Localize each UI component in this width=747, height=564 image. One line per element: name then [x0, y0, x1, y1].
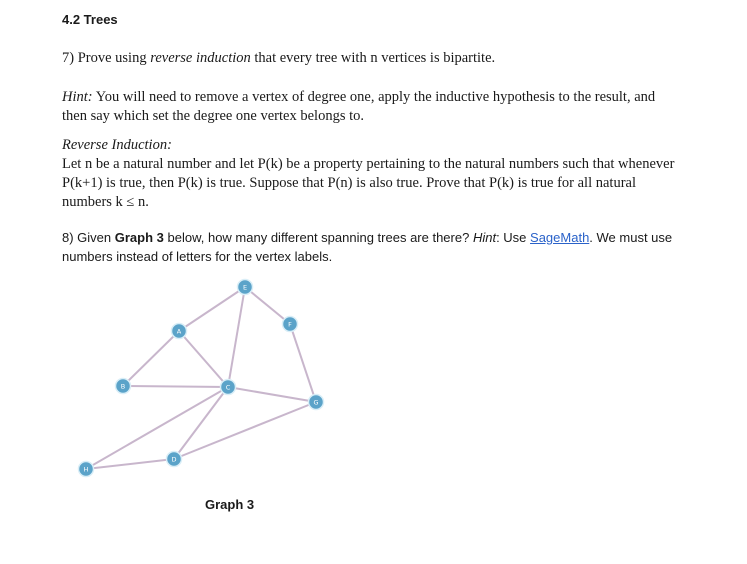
node-label: A: [176, 327, 182, 336]
sagemath-link[interactable]: SageMath: [530, 230, 590, 245]
edge-e-a: [179, 287, 245, 331]
q8-mid: below, how many different spanning trees are there?: [163, 230, 473, 245]
node-h: [79, 462, 94, 477]
graph-nodes: [79, 280, 324, 477]
q8-hint-label: Hint: [472, 230, 497, 245]
edge-f-g: [290, 324, 316, 402]
edge-a-c: [179, 331, 228, 387]
graph-caption: Graph 3: [205, 497, 255, 512]
node-label: C: [225, 383, 231, 392]
hint-7-text: You will need to remove a vertex of degree one, apply the inductive hypothesis to the result, and then say which set the degree one vertex belongs to.: [62, 89, 656, 124]
edge-c-g: [228, 387, 316, 402]
q8-graph-ref: Graph 3: [114, 230, 164, 245]
node-label: G: [313, 398, 319, 407]
reverse-induction-body: Let n be a natural number and let P(k) be a property pertaining to the natural numbers such that whenever P(k+1) is true, then P(k) is true. Suppose that P(n) is also true. Prove that P(k) is true for all natural numbers k ≤ n.: [62, 156, 675, 210]
node-a: [172, 324, 187, 339]
node-label: D: [171, 455, 177, 464]
node-c: [221, 380, 236, 395]
q7-suffix: that every tree with n vertices is bipartite.: [250, 50, 496, 66]
graph-edges: [86, 287, 319, 469]
node-f: [283, 317, 298, 332]
edge-c-h: [86, 387, 228, 469]
q8-suffix: . We must use numbers instead of letters for the vertex labels.: [62, 230, 673, 264]
node-b: [116, 379, 131, 394]
node-label: F: [288, 320, 292, 329]
node-label: B: [120, 382, 126, 391]
node-label: E: [242, 283, 248, 292]
node-e: [238, 280, 253, 295]
node-label: H: [83, 465, 89, 474]
section-title: 4.2 Trees: [62, 12, 118, 27]
q8-hint-mid: : Use: [496, 230, 531, 245]
edge-e-c: [228, 287, 245, 387]
q7-emphasis: reverse induction: [150, 50, 251, 66]
reverse-induction-heading-text: Reverse Induction:: [62, 137, 172, 153]
hint-7-label: Hint:: [62, 89, 93, 105]
node-g: [309, 395, 324, 410]
node-d: [167, 452, 182, 467]
q8-prefix: 8) Given: [62, 230, 115, 245]
edge-e-f: [245, 287, 290, 324]
edge-b-c: [123, 386, 228, 387]
q7-prefix: 7) Prove using: [62, 50, 151, 66]
edge-a-b: [123, 331, 179, 386]
